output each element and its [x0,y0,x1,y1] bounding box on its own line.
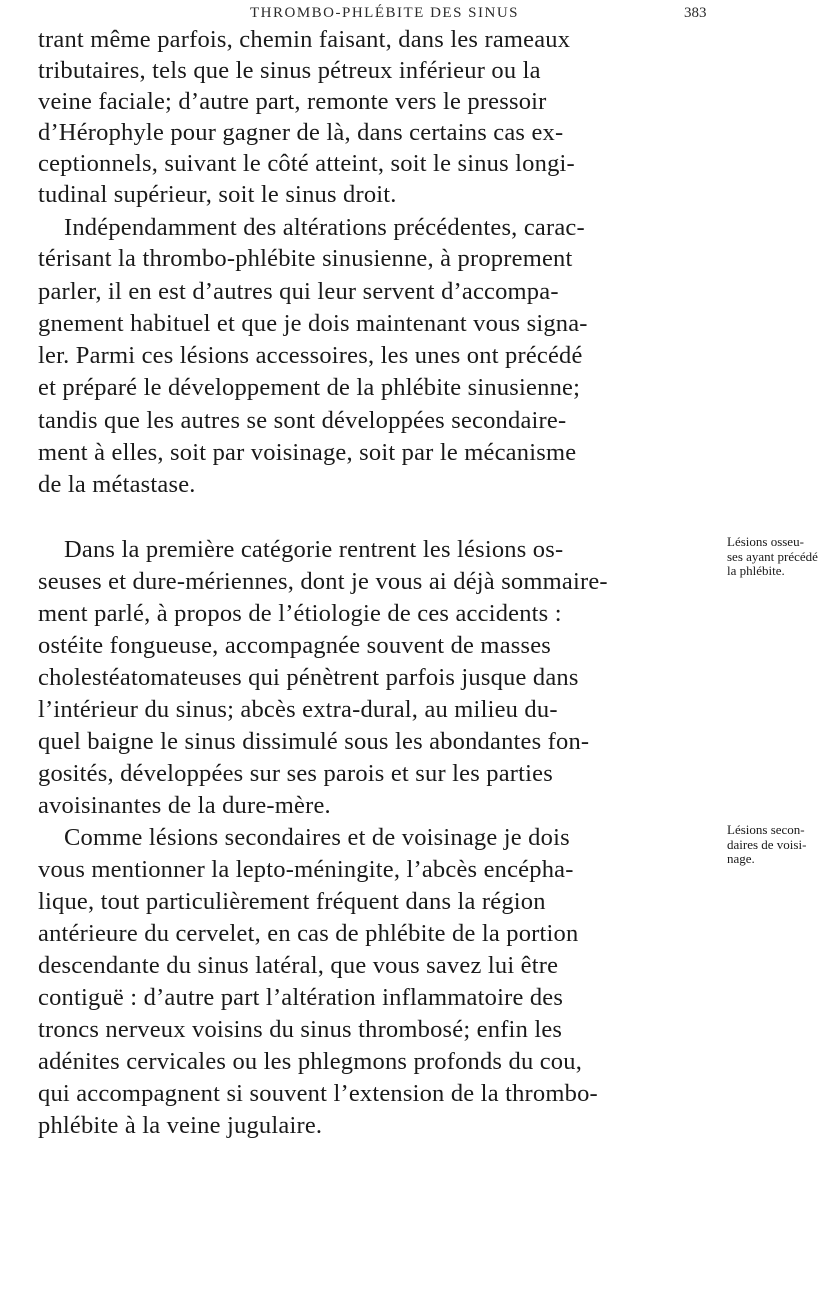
paragraph-start-line: Comme lésions secondaires et de voisinage je dois [64,824,570,851]
text-line: contiguë : d’autre part l’altération inflammatoire des [38,984,564,1011]
text-line: gosités, développées sur ses parois et sur les parties [38,760,553,787]
text-line: ler. Parmi ces lésions accessoires, les unes ont précédé [38,342,583,369]
text-line: parler, il en est d’autres qui leur servent d’accompa- [38,278,559,305]
text-line: lique, tout particulièrement fréquent dans la région [38,888,546,915]
running-title: THROMBO-PHLÉBITE DES SINUS [250,5,520,21]
text-line: tudinal supérieur, soit le sinus droit. [38,181,397,208]
margin-note-line: daires de voisi- [727,836,807,852]
margin-note-line: ses ayant précédé [727,548,818,564]
page-number: 383 [684,5,707,21]
text-line: gnement habituel et que je dois maintenant vous signa- [38,310,588,337]
text-line: adénites cervicales ou les phlegmons profonds du cou, [38,1048,583,1075]
text-line: troncs nerveux voisins du sinus thrombosé; enfin les [38,1016,563,1043]
text-line: qui accompagnent si souvent l’extension de la thrombo- [38,1080,598,1107]
text-line: ment parlé, à propos de l’étiologie de ces accidents : [38,600,562,627]
text-line: vous mentionner la lepto-méningite, l’abcès encépha- [38,856,574,883]
text-line: térisant la thrombo-phlébite sinusienne, à proprement [38,245,573,272]
margin-note-line: Lésions secon- [727,822,805,837]
text-line: seuses et dure-mériennes, dont je vous ai déjà sommaire- [38,568,608,595]
text-line: de la métastase. [38,471,196,498]
paragraph-start-line: Indépendamment des altérations précédentes, carac- [64,214,585,241]
text-line: tandis que les autres se sont développées secondaire- [38,407,567,434]
text-line: descendante du sinus latéral, que vous savez lui être [38,952,559,979]
text-line: et préparé le développement de la phlébite sinusienne; [38,374,581,401]
text-line: avoisinantes de la dure-mère. [38,792,331,819]
text-line: d’Hérophyle pour gagner de là, dans certains cas ex- [38,119,564,146]
margin-note-line: nage. [727,851,755,866]
text-line: cholestéatomateuses qui pénètrent parfois jusque dans [38,664,579,691]
running-header [0,5,800,25]
margin-note-line: Lésions osseu- [727,534,804,549]
text-line: ostéite fongueuse, accompagnée souvent de masses [38,632,552,659]
text-line: phlébite à la veine jugulaire. [38,1112,323,1139]
text-line: l’intérieur du sinus; abcès extra-dural, au milieu du- [38,696,558,723]
text-line: ceptionnels, suivant le côté atteint, soit le sinus longi- [38,150,575,177]
text-line: ment à elles, soit par voisinage, soit par le mécanisme [38,439,577,466]
text-line: trant même parfois, chemin faisant, dans les rameaux [38,26,571,53]
text-line: quel baigne le sinus dissimulé sous les abondantes fon- [38,728,590,755]
text-line: veine faciale; d’autre part, remonte vers le pressoir [38,88,547,115]
margin-note-bone-lesions [727,534,818,579]
margin-note-line: la phlébite. [727,563,785,578]
margin-note-secondary-lesions [727,822,807,867]
text-line: tributaires, tels que le sinus pétreux inférieur ou la [38,57,541,84]
text-line: antérieure du cervelet, en cas de phlébite de la portion [38,920,579,947]
paragraph-start-line: Dans la première catégorie rentrent les lésions os- [64,536,564,563]
